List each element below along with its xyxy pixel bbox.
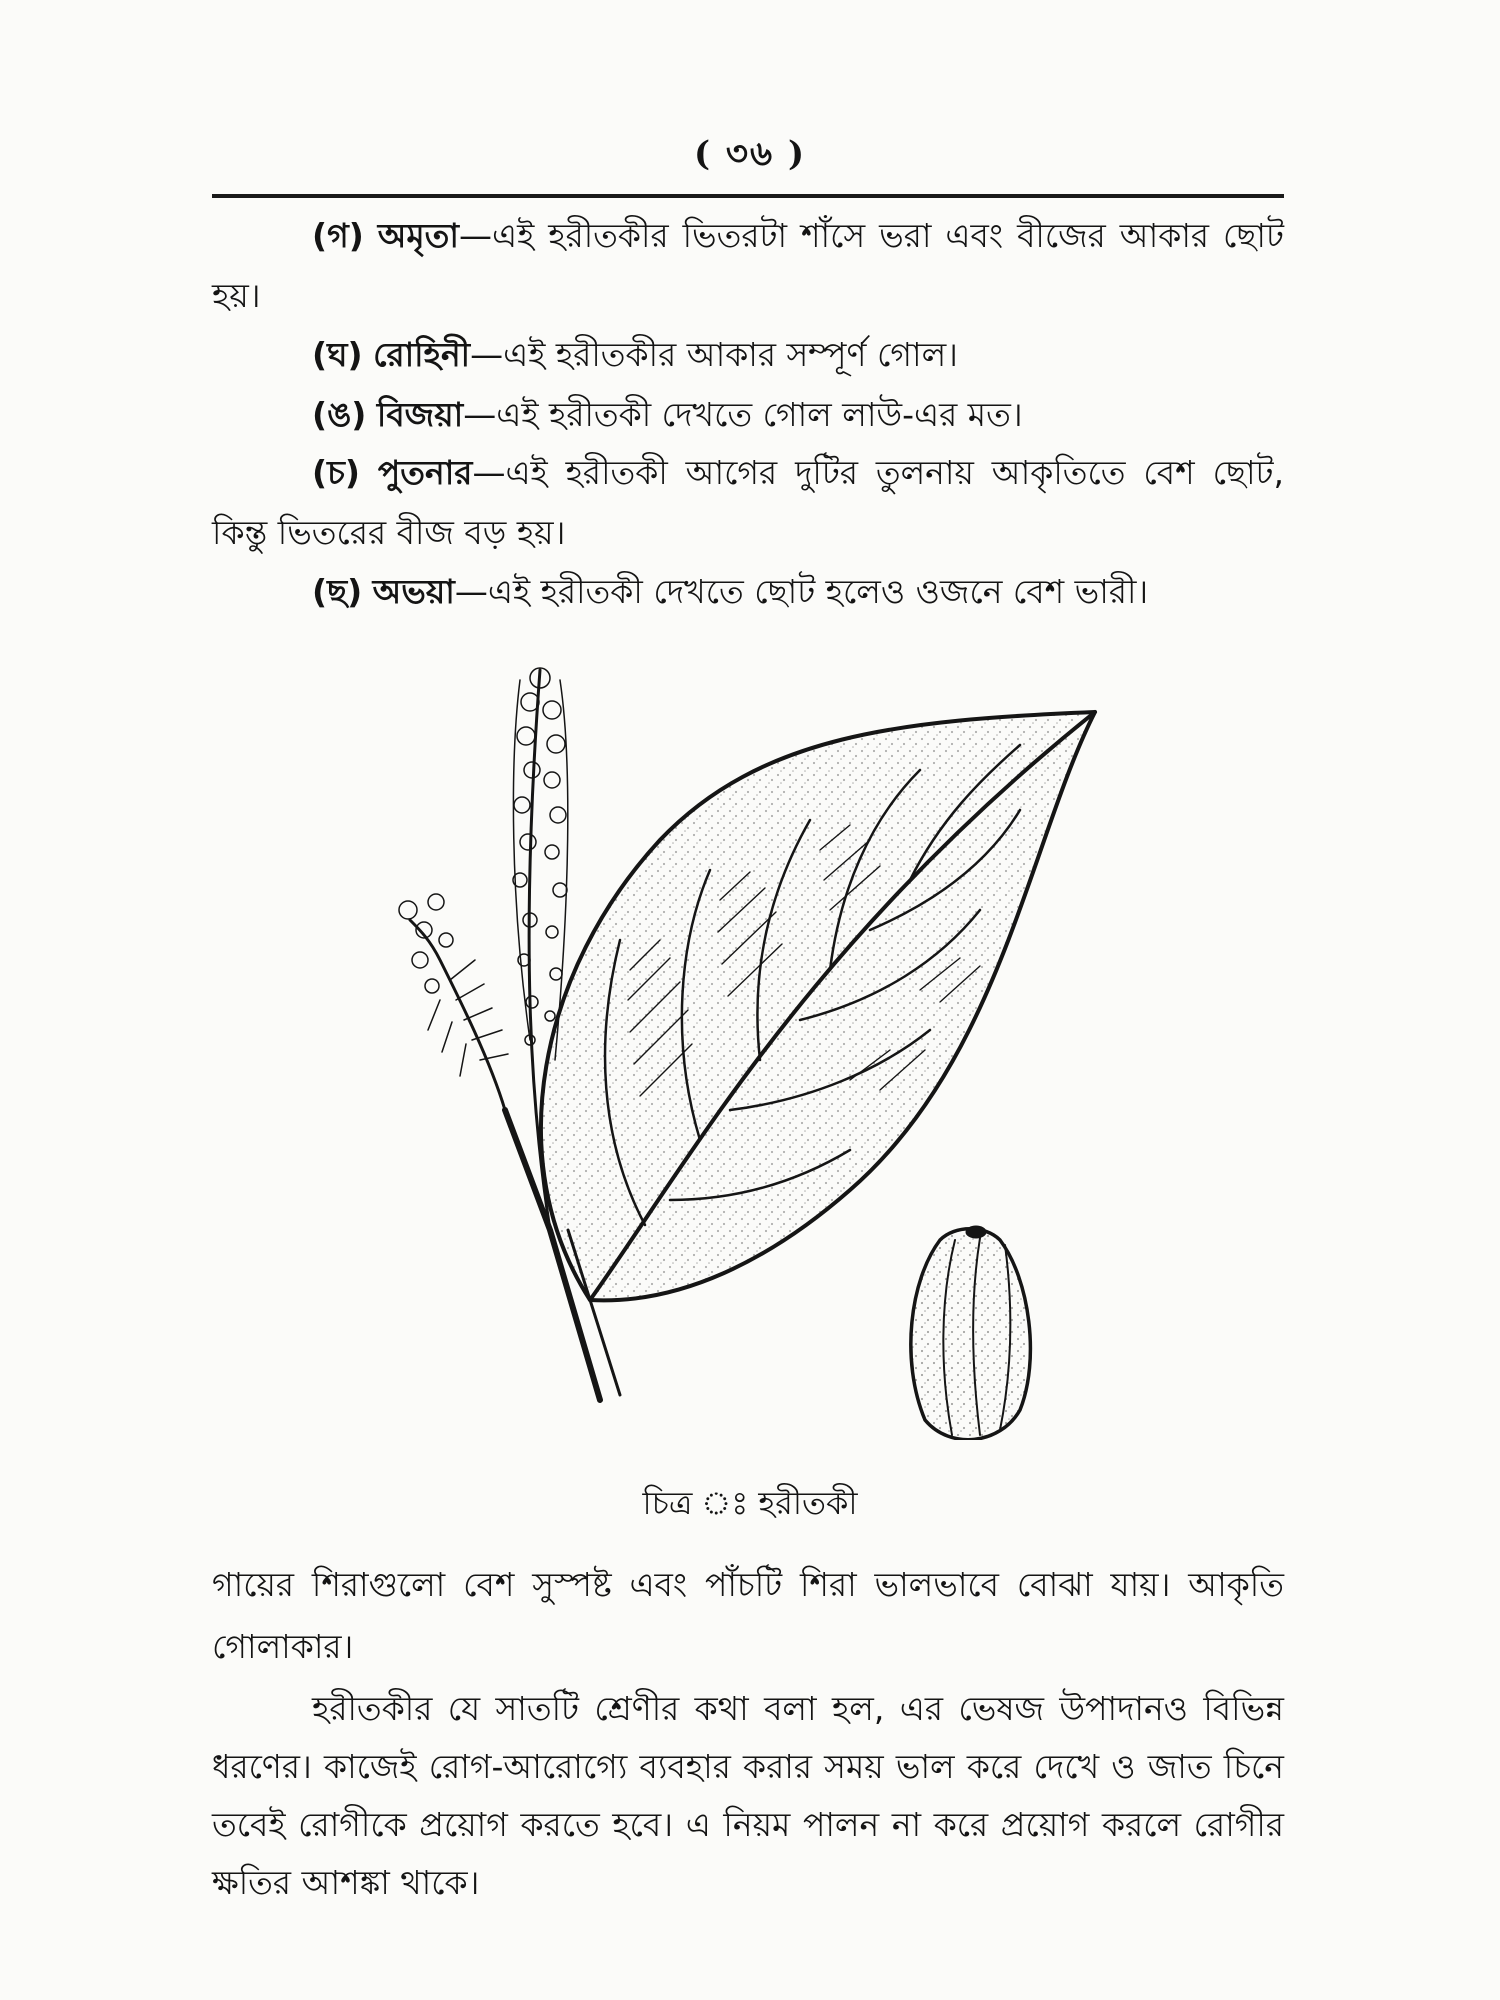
header-rule [212,194,1284,198]
item-term: অভয়া [372,572,455,611]
list-item-rohini [212,325,1284,385]
figure-caption: চিত্র ঃ হরীতকী [642,1484,858,1522]
item-label: (ঘ) [312,335,363,374]
item-label: (ছ) [312,572,363,611]
item-label: (গ) [312,216,364,255]
body-paragraph: হরীতকীর যে সাতটি শ্রেণীর কথা বলা হল, এর ভেষজ উপাদানও বিভিন্ন ধরণের। কাজেই রোগ-আরোগ্যে ব্যবহার করার সময় ভাল করে দেখে ও জাত চিনে তবেই রোগীকে প্রয়োগ করতে হবে। এ নিয়ম পালন না করে প্রয়োগ করলে রোগীর ক্ষতির আশঙ্কা থাকে। [212,1689,1284,1902]
item-term: বিজয়া [376,395,464,434]
item-text: —এই হরীতকীর আকার সম্পূর্ণ গোল। [470,335,958,374]
item-label: (চ) [312,453,360,492]
haritaki-illustration [380,640,1130,1440]
item-term: অমৃতা [377,216,459,255]
item-text: —এই হরীতকী আগের দুটির তুলনায় আকৃতিতে বেশ ছোট, কিন্তু ভিতরের বীজ বড় হয়। [212,453,1284,552]
body-paragraph: গায়ের শিরাগুলো বেশ সুস্পষ্ট এবং পাঁচটি শিরা ভালভাবে বোঝা যায়। আকৃতি গোলাকার। [212,1565,1284,1666]
item-term: পুতনার [377,453,473,492]
list-item-bijaya [212,385,1284,445]
page-number: ( ৩৬ ) [693,134,807,174]
item-text: —এই হরীতকী দেখতে ছোট হলেও ওজনে বেশ ভারী। [454,572,1149,611]
list-item-putanar [212,443,1284,563]
item-term: রোহিনী [373,335,471,374]
list-item-amrita [212,206,1284,326]
item-text: —এই হরীতকী দেখতে গোল লাউ-এর মত। [463,395,1023,434]
item-label: (ঙ) [312,395,367,434]
list-item-abhaya [212,562,1284,622]
item-text: —এই হরীতকীর ভিতরটা শাঁসে ভরা এবং বীজের আকার ছোট হয়। [212,216,1284,315]
